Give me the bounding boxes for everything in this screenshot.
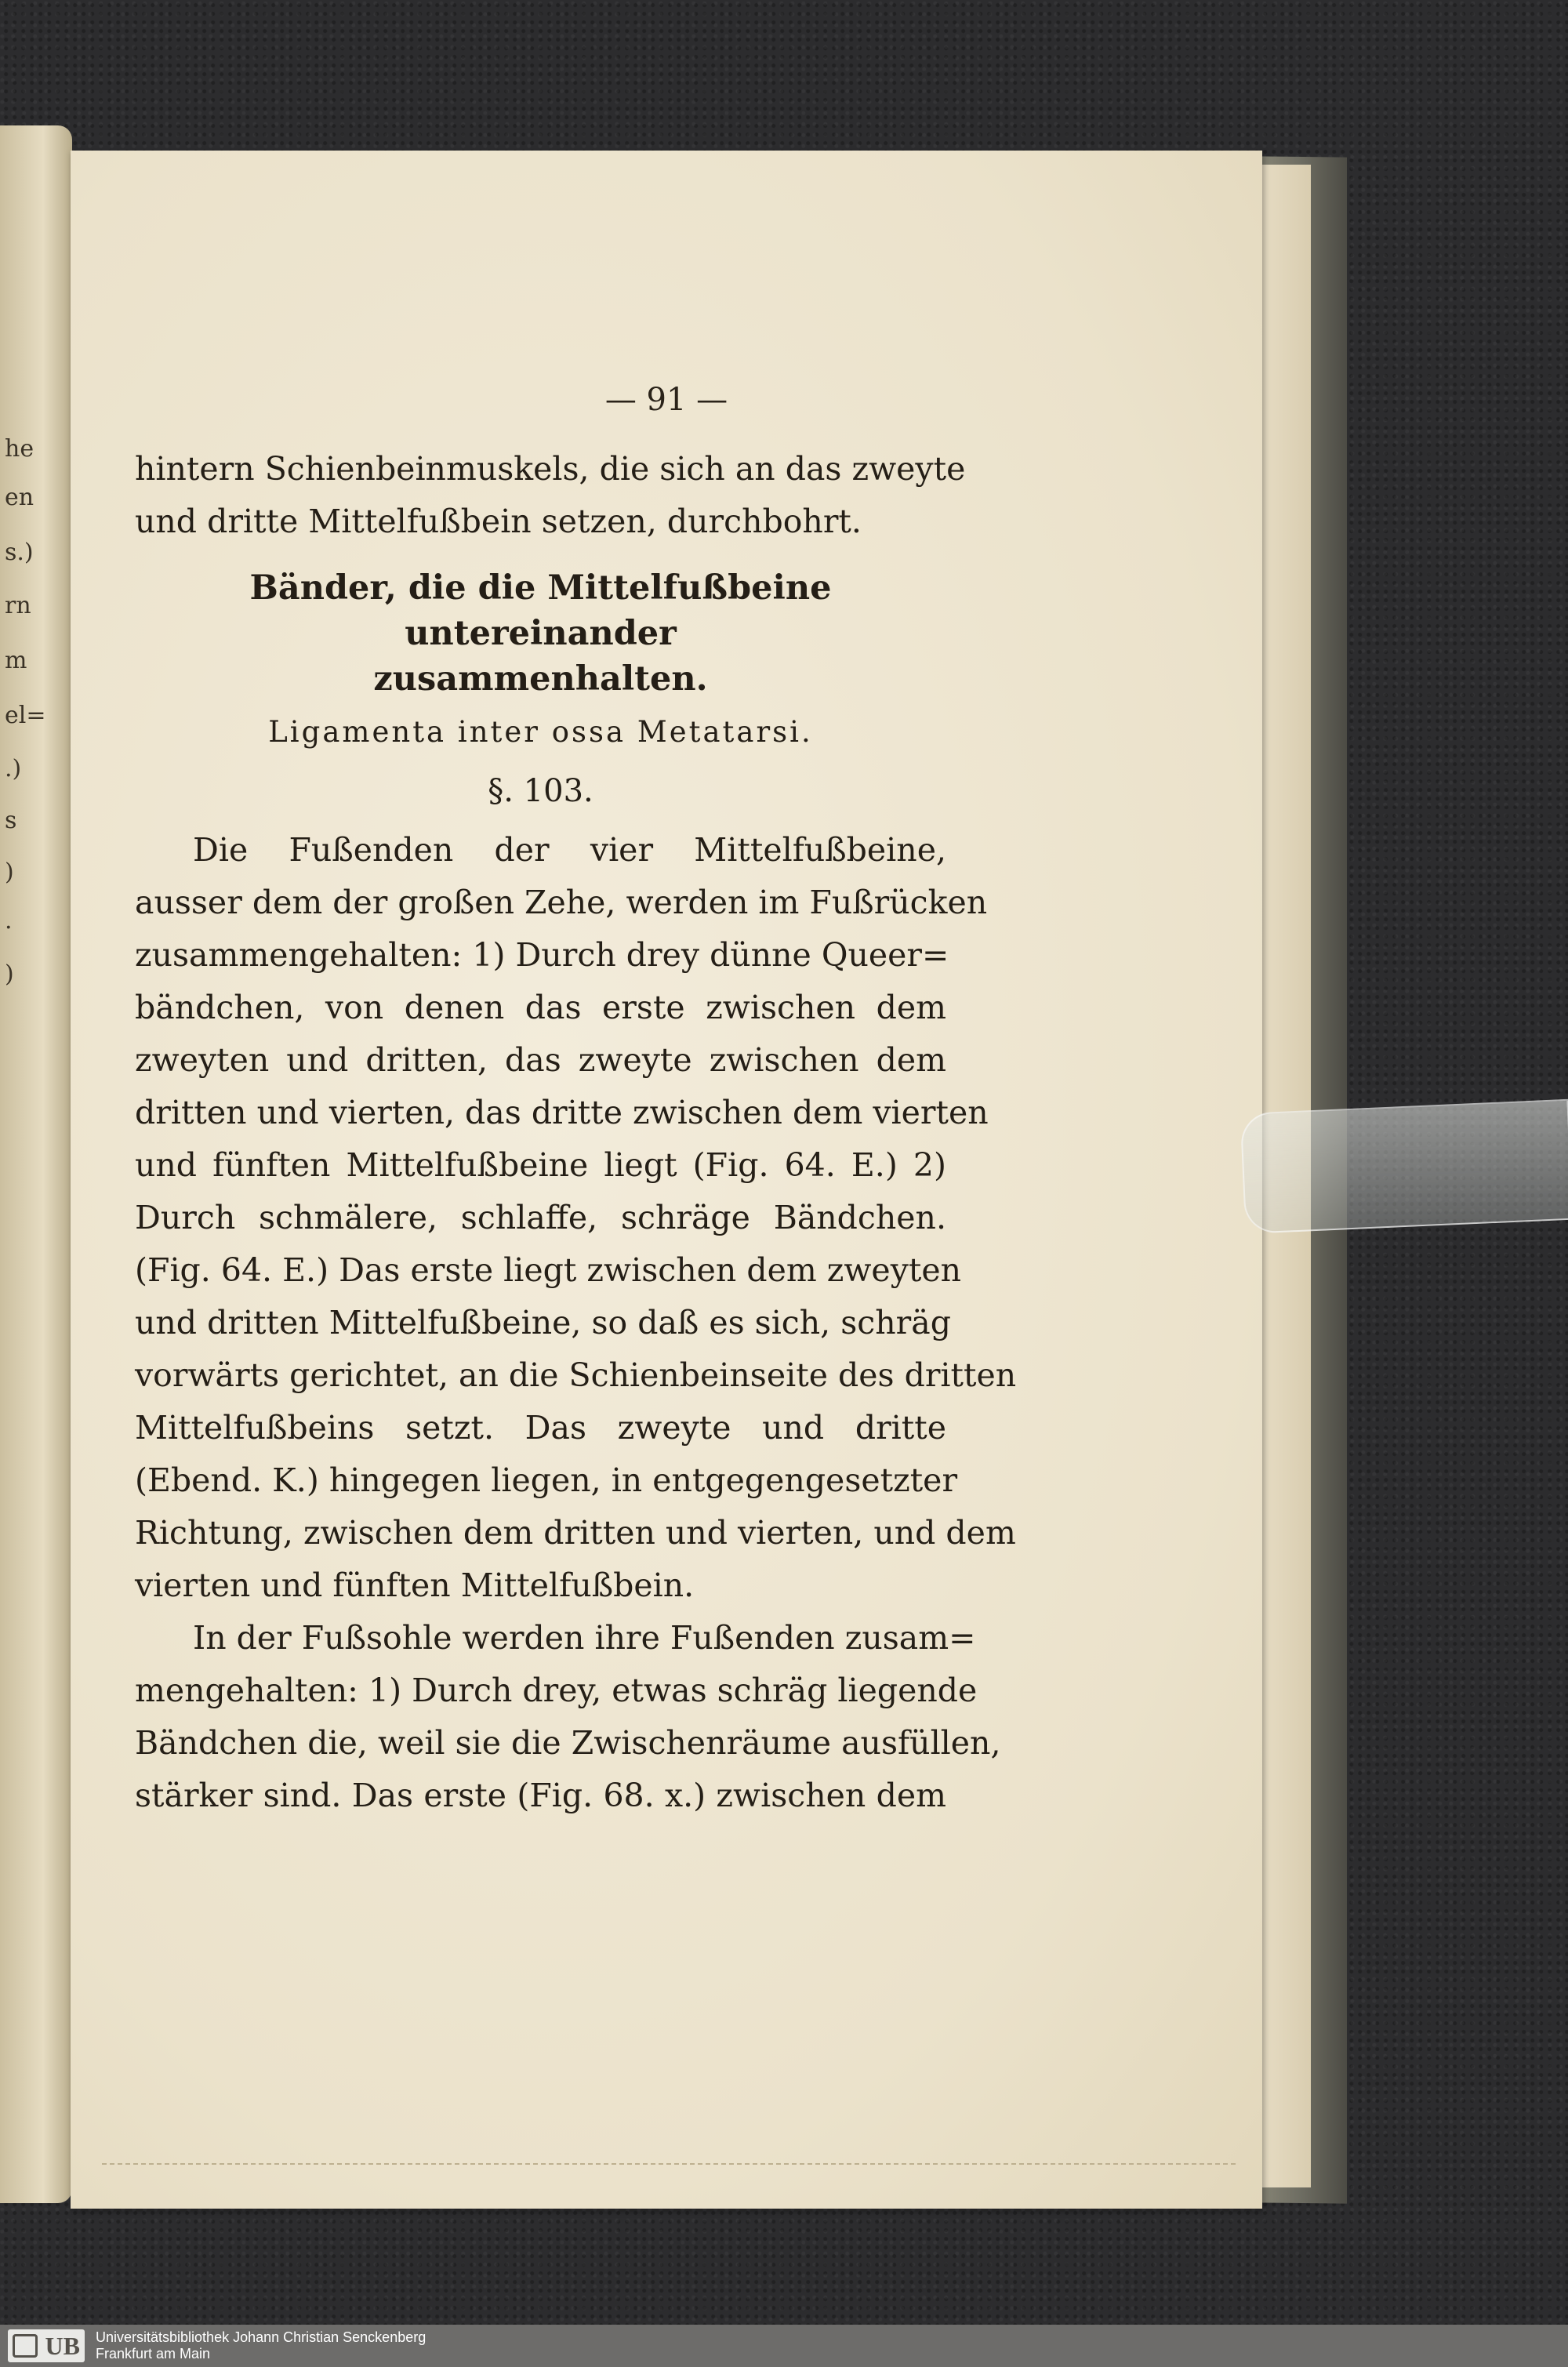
left-page-fragment: el=: [5, 702, 46, 729]
text-line: vierten und fünften Mittelfußbein.: [135, 1567, 695, 1604]
text-line: In der Fußsohle werden ihre Fußenden zusam=: [193, 1619, 976, 1657]
text-line: zweyten und dritten, das zweyte zwischen dem: [135, 1041, 946, 1079]
text-line: Durch schmälere, schlaffe, schräge Bändchen.: [135, 1199, 946, 1236]
text-line: Die Fußenden der vier Mittelfußbeine,: [193, 831, 946, 869]
text-line: hintern Schienbeinmuskels, die sich an das zweyte: [135, 450, 966, 488]
text-line: und fünften Mittelfußbeine liegt (Fig. 64. E.) 2): [135, 1146, 946, 1184]
page-deckle-line: [102, 2163, 1239, 2165]
left-page-fragment: s: [5, 807, 17, 834]
logo-text: UB: [45, 2332, 80, 2360]
footer-bar: [0, 2325, 1568, 2367]
text-line: Bändchen die, weil sie die Zwischenräume ausfüllen,: [135, 1724, 1001, 1762]
text-line: (Ebend. K.) hingegen liegen, in entgegengesetzter: [135, 1461, 958, 1499]
footer-line-1: Universitätsbibliothek Johann Christian Senckenberg: [96, 2329, 426, 2345]
footer-line-2: Frankfurt am Main: [96, 2346, 211, 2362]
library-logo-icon: [13, 2334, 38, 2358]
left-page-fragment: s.): [5, 539, 34, 566]
text-line: Richtung, zwischen dem dritten und vierten, und dem: [135, 1514, 1016, 1552]
library-logo: [8, 2329, 85, 2362]
left-page-fragment: en: [5, 484, 34, 511]
page-text: [135, 443, 1017, 1822]
text-line: vorwärts gerichtet, an die Schienbeinseite des dritten: [135, 1356, 1017, 1394]
left-page-fragment: m: [5, 647, 27, 674]
text-line: mengehalten: 1) Durch drey, etwas schräg liegende: [135, 1672, 978, 1709]
section-heading: Bänder, die die Mittelfußbeine untereinander: [249, 568, 832, 653]
text-line: Mittelfußbeins setzt. Das zweyte und dritte: [135, 1409, 946, 1447]
left-page-fragment: ): [5, 859, 14, 886]
text-line: dritten und vierten, das dritte zwischen dem vierten: [135, 1094, 989, 1131]
left-page-fragment: he: [5, 435, 34, 463]
section-number: §. 103.: [488, 773, 593, 809]
left-page-fragment: ): [5, 960, 14, 988]
left-page-fragment: .: [5, 907, 13, 935]
left-page-fragment: .): [5, 755, 22, 782]
section-heading: zusammenhalten.: [373, 659, 708, 699]
page-holder-clip: [1240, 1099, 1568, 1234]
text-line: und dritte Mittelfußbein setzen, durchbohrt.: [135, 503, 862, 540]
text-line: stärker sind. Das erste (Fig. 68. x.) zwischen dem: [135, 1777, 946, 1814]
left-page-edge: [0, 125, 72, 2203]
text-line: zusammengehalten: 1) Durch drey dünne Queer=: [135, 936, 949, 974]
footer-credit: [96, 2329, 426, 2362]
left-page-fragment: rn: [5, 592, 31, 619]
text-line: (Fig. 64. E.) Das erste liegt zwischen dem zweyten: [135, 1251, 962, 1289]
latin-title: Ligamenta inter ossa Metatarsi.: [268, 715, 813, 749]
page-number: — 91 —: [604, 382, 728, 418]
text-line: bändchen, von denen das erste zwischen dem: [135, 989, 946, 1026]
text-line: ausser dem der großen Zehe, werden im Fußrücken: [135, 884, 988, 921]
text-line: und dritten Mittelfußbeine, so daß es sich, schräg: [135, 1304, 951, 1341]
